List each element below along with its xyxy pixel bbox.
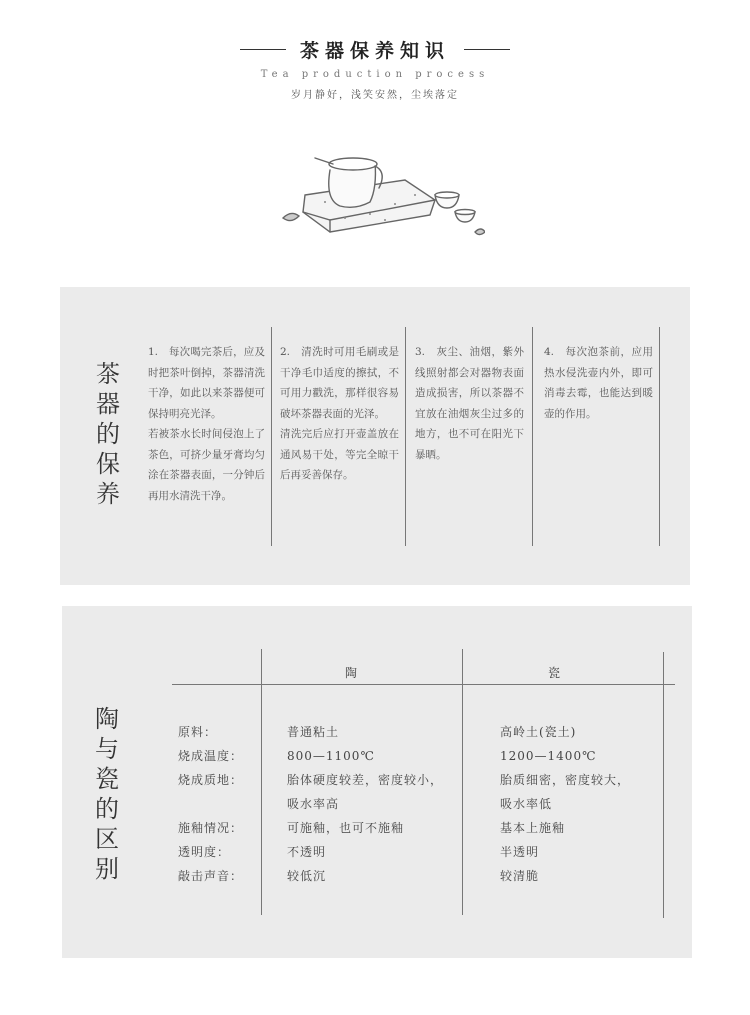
care-paragraph: 1. 每次喝完茶后，应及时把茶叶倒掉，茶器清洗干净，如此以来茶器便可保持明亮光泽。 xyxy=(148,346,265,420)
page-title: 茶器保养知识 xyxy=(299,40,450,62)
table-divider xyxy=(663,652,664,918)
row-label-texture: 烧成质地： xyxy=(178,773,244,787)
porcelain-material: 高岭土(瓷土) xyxy=(500,725,577,739)
title-char: 的 xyxy=(95,795,119,823)
header-rule xyxy=(172,684,675,685)
porcelain-transparency: 半透明 xyxy=(500,845,540,859)
care-paragraph: 若被茶水长时间侵泡上了茶色，可挤少量牙膏均匀涂在茶器表面，一分钟后再用水清洗干净。 xyxy=(148,428,265,502)
column-divider xyxy=(405,327,406,546)
care-column-3 xyxy=(415,342,524,465)
chinese-subtitle: 岁月静好，浅笑安然，尘埃落定 xyxy=(291,90,459,101)
row-label-material: 原料： xyxy=(178,725,218,739)
porcelain-texture: 胎质细密，密度较大， xyxy=(500,773,631,787)
pottery-absorption: 吸水率高 xyxy=(287,797,340,811)
title-char: 陶 xyxy=(95,705,119,733)
title-line-left xyxy=(240,49,286,50)
table-divider xyxy=(462,649,463,915)
row-label-sound: 敲击声音： xyxy=(178,869,244,883)
title-char: 养 xyxy=(96,480,120,508)
care-column-1 xyxy=(148,342,265,506)
compare-vertical-title xyxy=(92,704,122,884)
title-char: 茶 xyxy=(96,360,120,388)
row-label-temperature: 烧成温度： xyxy=(178,749,244,763)
column-divider xyxy=(271,327,272,546)
porcelain-header: 瓷 xyxy=(548,666,561,680)
english-subtitle: Tea production process xyxy=(260,69,490,80)
page-header xyxy=(0,36,750,101)
pottery-transparency: 不透明 xyxy=(287,845,327,859)
title-char: 瓷 xyxy=(95,765,119,793)
title-char: 区 xyxy=(95,825,119,853)
porcelain-glaze: 基本上施釉 xyxy=(500,821,566,835)
care-paragraph: 3. 灰尘、油烟，紫外线照射都会对器物表面造成损害，所以茶器不宜放在油烟灰尘过多的地方，也不可在阳光下暴晒。 xyxy=(415,346,524,461)
care-paragraph: 清洗完后应打开壶盖放在通风易干处，等完全晾干后再妥善保存。 xyxy=(280,428,399,481)
care-vertical-title xyxy=(93,359,123,509)
title-char: 的 xyxy=(96,420,120,448)
table-divider xyxy=(261,649,262,915)
title-char: 别 xyxy=(95,855,119,883)
care-paragraph: 4. 每次泡茶前，应用热水侵洗壶内外，即可消毒去霉，也能达到暖壶的作用。 xyxy=(544,346,653,420)
title-line-right xyxy=(464,49,510,50)
care-column-4 xyxy=(544,342,653,424)
title-char: 保 xyxy=(96,450,120,478)
porcelain-temperature: 1200—1400℃ xyxy=(500,749,597,763)
pottery-porcelain-panel xyxy=(62,606,692,958)
pottery-material: 普通粘土 xyxy=(287,725,340,739)
tea-set-illustration xyxy=(275,140,485,240)
pottery-glaze: 可施釉，也可不施釉 xyxy=(287,821,405,835)
pottery-header: 陶 xyxy=(345,666,358,680)
care-column-2 xyxy=(280,342,399,486)
pottery-sound: 较低沉 xyxy=(287,869,327,883)
tea-ware-care-panel xyxy=(60,287,690,585)
title-char: 器 xyxy=(96,390,120,418)
row-label-transparency: 透明度： xyxy=(178,845,231,859)
pottery-texture: 胎体硬度较差，密度较小， xyxy=(287,773,444,787)
title-char: 与 xyxy=(95,735,119,763)
row-label-glaze: 施釉情况： xyxy=(178,821,244,835)
pottery-temperature: 800—1100℃ xyxy=(287,749,375,763)
porcelain-absorption: 吸水率低 xyxy=(500,797,553,811)
column-divider xyxy=(659,327,660,546)
porcelain-sound: 较清脆 xyxy=(500,869,540,883)
column-divider xyxy=(532,327,533,546)
care-paragraph: 2. 清洗时可用毛刷或是干净毛巾适度的擦拭，不可用力戳洗，那样很容易破坏茶器表面的光泽。 xyxy=(280,346,399,420)
title-row xyxy=(0,36,750,63)
